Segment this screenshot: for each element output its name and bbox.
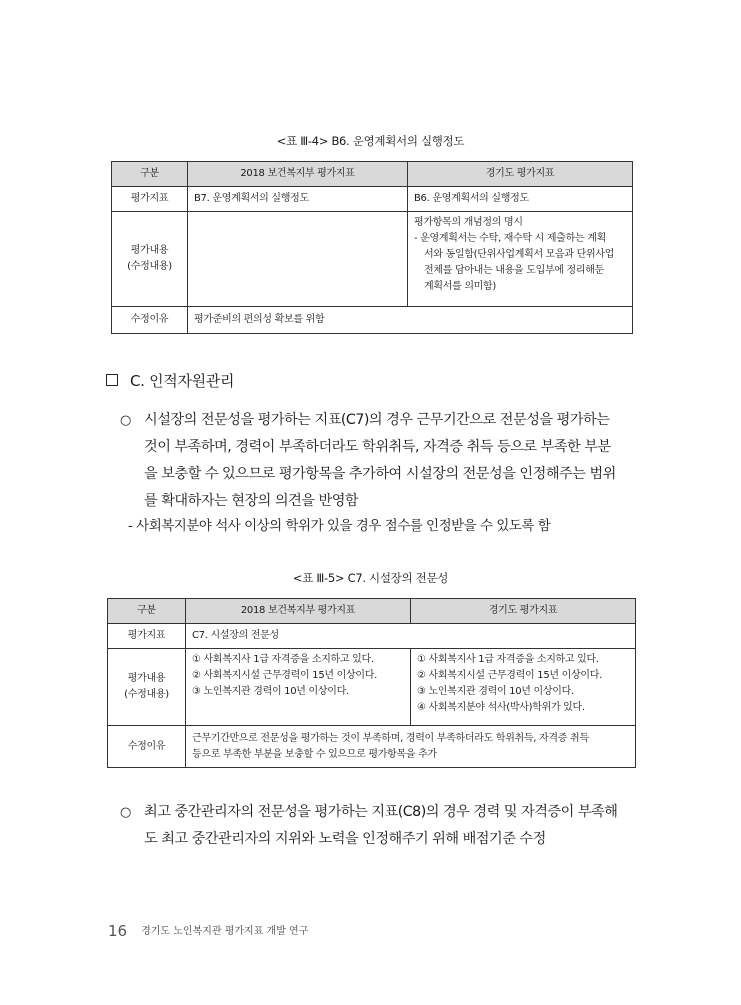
paragraph-1-line: 시설장의 전문성을 평가하는 지표(C7)의 경우 근무기간으로 전문성을 평가하는 bbox=[144, 412, 610, 428]
paragraph-1-line: 을 보충할 수 있으므로 평가항목을 추가하여 시설장의 전문성을 인정해주는 범위 bbox=[144, 466, 616, 482]
table1-content-line: 계획서를 의미함) bbox=[424, 281, 497, 292]
table1-row-reason-text: 평가준비의 편의성 확보를 위함 bbox=[188, 307, 633, 334]
table2-header-category: 구분 bbox=[108, 599, 186, 624]
table2-content-label-line2: (수정내용) bbox=[124, 689, 169, 700]
table1-content-line: - 운영계획서는 수탁, 재수탁 시 제출하는 계획 bbox=[414, 233, 606, 244]
section-heading bbox=[106, 370, 234, 391]
table2 bbox=[107, 598, 636, 768]
table2-ministry-item: ① 사회복지사 1급 자격증을 소지하고 있다. bbox=[192, 654, 374, 665]
table2-header-gyeonggi: 경기도 평가지표 bbox=[411, 599, 636, 624]
table2-header-ministry: 2018 보건복지부 평가지표 bbox=[186, 599, 411, 624]
footer-title: 경기도 노인복지관 평가지표 개발 연구 bbox=[141, 926, 309, 937]
table2-gyeonggi-item: ③ 노인복지관 경력이 10년 이상이다. bbox=[417, 686, 574, 697]
table1-content-line: 전체를 담아내는 내용을 도입부에 정리해둔 bbox=[424, 265, 604, 276]
table1-header-ministry: 2018 보건복지부 평가지표 bbox=[188, 162, 408, 187]
table2-row-indicator-text: C7. 시설장의 전문성 bbox=[186, 624, 636, 649]
circle-bullet-icon: ○ bbox=[120, 413, 131, 428]
table1-row-content-gyeonggi bbox=[408, 212, 633, 307]
table1 bbox=[111, 161, 633, 334]
table1-content-label-line1: 평가내용 bbox=[130, 245, 169, 256]
table2-row-reason-label: 수정이유 bbox=[108, 726, 186, 768]
table2-row-reason-text bbox=[186, 726, 636, 768]
paragraph-1 bbox=[120, 407, 640, 515]
table1-row-content-label bbox=[112, 212, 188, 307]
page-footer bbox=[108, 922, 308, 940]
circle-bullet-icon: ○ bbox=[120, 805, 131, 820]
table2-caption: <표 Ⅲ-5> C7. 시설장의 전문성 bbox=[292, 571, 449, 585]
table2-row-indicator-label: 평가지표 bbox=[108, 624, 186, 649]
table1-content-label-line2: (수정내용) bbox=[127, 261, 172, 272]
sub-bullet: - 사회복지분야 석사 이상의 학위가 있을 경우 점수를 인정받을 수 있도록 함 bbox=[128, 518, 551, 534]
paragraph-2 bbox=[120, 799, 640, 853]
table2-gyeonggi-item: ② 사회복지시설 근무경력이 15년 이상이다. bbox=[417, 670, 602, 681]
page-number: 16 bbox=[108, 922, 128, 940]
table1-row-indicator-label: 평가지표 bbox=[112, 187, 188, 212]
table2-ministry-item: ③ 노인복지관 경력이 10년 이상이다. bbox=[192, 686, 349, 697]
table2-row-content-gyeonggi bbox=[411, 649, 636, 726]
table1-row-indicator-gyeonggi: B6. 운영계획서의 실행정도 bbox=[408, 187, 633, 212]
table1-row-content-ministry bbox=[188, 212, 408, 307]
table2-gyeonggi-item: ④ 사회복지분야 석사(박사)학위가 있다. bbox=[417, 702, 585, 713]
paragraph-2-line: 도 최고 중간관리자의 지위와 노력을 인정해주기 위해 배점기준 수정 bbox=[144, 831, 546, 847]
paragraph-1-line: 것이 부족하며, 경력이 부족하더라도 학위취득, 자격증 취득 등으로 부족한 부분 bbox=[144, 439, 611, 455]
table1-row-reason-label: 수정이유 bbox=[112, 307, 188, 334]
paragraph-1-line: 를 확대하자는 현장의 의견을 반영함 bbox=[144, 493, 359, 509]
table1-header-gyeonggi: 경기도 평가지표 bbox=[408, 162, 633, 187]
table2-content-label-line1: 평가내용 bbox=[127, 673, 166, 684]
table1-header-category: 구분 bbox=[112, 162, 188, 187]
table1-row-indicator-ministry: B7. 운영계획서의 실행정도 bbox=[188, 187, 408, 212]
table1-caption: <표 Ⅲ-4> B6. 운영계획서의 실행정도 bbox=[276, 134, 465, 148]
table2-reason-line: 등으로 부족한 부분을 보충할 수 있으므로 평가항목을 추가 bbox=[192, 748, 437, 760]
section-title: C. 인적자원관리 bbox=[130, 372, 235, 390]
table2-reason-line: 근무기간만으로 전문성을 평가하는 것이 부족하며, 경력이 부족하더라도 학위취득, 자격증 취득 bbox=[192, 732, 589, 744]
table2-ministry-item: ② 사회복지시설 근무경력이 15년 이상이다. bbox=[192, 670, 377, 681]
table1-content-line: 평가항목의 개념정의 명시 bbox=[414, 217, 523, 228]
paragraph-2-line: 최고 중간관리자의 전문성을 평가하는 지표(C8)의 경우 경력 및 자격증이 부족해 bbox=[144, 804, 618, 820]
checkbox-square-icon bbox=[106, 374, 118, 386]
table1-content-line: 서와 동일함(단위사업계획서 모음과 단위사업 bbox=[424, 249, 615, 260]
table2-row-content-label bbox=[108, 649, 186, 726]
table2-gyeonggi-item: ① 사회복지사 1급 자격증을 소지하고 있다. bbox=[417, 654, 599, 665]
table2-row-content-ministry bbox=[186, 649, 411, 726]
